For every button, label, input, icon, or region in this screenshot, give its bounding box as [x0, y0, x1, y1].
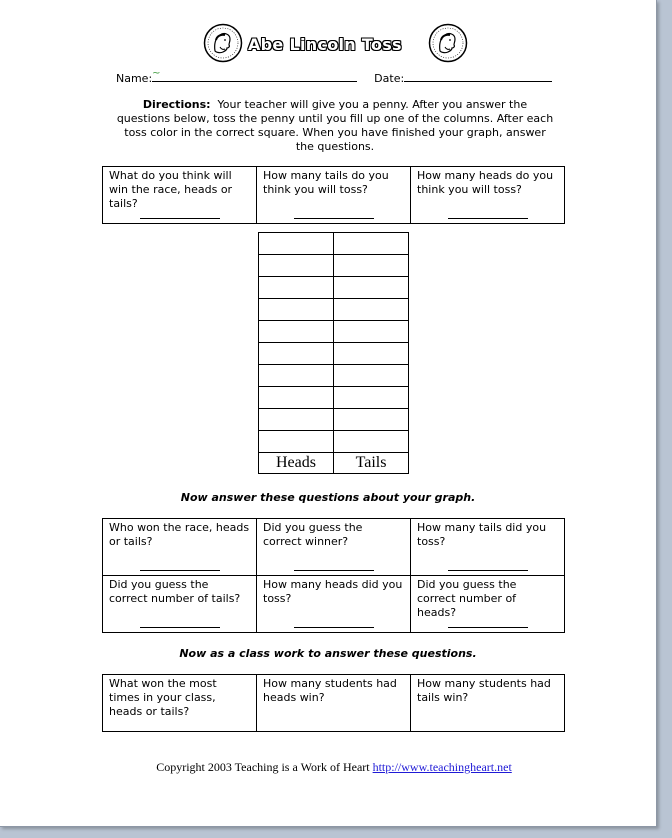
heads-square[interactable]: [259, 277, 334, 299]
question-text: Who won the race, heads or tails?: [109, 521, 250, 548]
heads-square[interactable]: [259, 233, 334, 255]
tails-square[interactable]: [334, 255, 409, 277]
heads-square[interactable]: [259, 387, 334, 409]
question-cell[interactable]: [411, 576, 565, 633]
penny-icon: [428, 23, 468, 63]
graph-label-tails: Tails: [334, 453, 409, 474]
answer-line: [448, 218, 528, 219]
answer-line: [294, 627, 374, 628]
prediction-table: [102, 166, 565, 224]
graph-row: [259, 277, 409, 299]
answer-line: [294, 570, 374, 571]
heads-square[interactable]: [259, 431, 334, 453]
heads-square[interactable]: [259, 321, 334, 343]
class-questions-table: [102, 674, 565, 732]
graph-label-heads: Heads: [259, 453, 334, 474]
prediction-cell[interactable]: [257, 167, 411, 224]
question-text: Did you guess the correct winner?: [263, 521, 363, 548]
website-link[interactable]: http://www.teachingheart.net: [372, 760, 512, 774]
heads-square[interactable]: [259, 365, 334, 387]
graph-row: [259, 233, 409, 255]
graph-row: [259, 365, 409, 387]
question-text: How many students had tails win?: [417, 677, 551, 704]
prediction-cell[interactable]: [411, 167, 565, 224]
directions: [115, 98, 555, 154]
question-text: Did you guess the correct number of heads?: [417, 578, 517, 619]
heads-square[interactable]: [259, 299, 334, 321]
tails-square[interactable]: [334, 233, 409, 255]
question-cell[interactable]: [411, 519, 565, 576]
tails-square[interactable]: [334, 365, 409, 387]
copyright-text: Copyright 2003 Teaching is a Work of Heart: [156, 760, 370, 774]
answer-line: [140, 570, 220, 571]
tails-square[interactable]: [334, 409, 409, 431]
question-cell[interactable]: [103, 576, 257, 633]
copyright-footer: [0, 760, 668, 775]
name-date-line: [116, 70, 552, 85]
section-heading: Now answer these questions about your graph.: [180, 491, 476, 504]
toss-graph: [258, 232, 409, 474]
tails-square[interactable]: [334, 431, 409, 453]
graph-questions-table: [102, 518, 565, 633]
tails-square[interactable]: [334, 321, 409, 343]
penny-icon: [203, 23, 243, 63]
date-field[interactable]: [404, 70, 552, 82]
question-text: How many heads did you toss?: [263, 578, 403, 605]
tails-square[interactable]: [334, 299, 409, 321]
question-cell[interactable]: [257, 519, 411, 576]
heads-square[interactable]: [259, 255, 334, 277]
graph-row: [259, 409, 409, 431]
section-heading: Now as a class work to answer these questions.: [179, 647, 477, 660]
graph-row: [259, 387, 409, 409]
title-row: [0, 20, 656, 68]
name-field[interactable]: [152, 70, 357, 82]
heads-square[interactable]: [259, 409, 334, 431]
question-text: Did you guess the correct number of tails?: [109, 578, 241, 605]
name-label: Name:: [116, 72, 153, 85]
tails-square[interactable]: [334, 343, 409, 365]
question-cell[interactable]: [257, 576, 411, 633]
prediction-cell[interactable]: [103, 167, 257, 224]
directions-text: Your teacher will give you a penny. After you answer the questions below, toss the penny until you fill up one of the columns. After each toss color in the correct square. When you have finished your graph, answer the questions.: [116, 98, 554, 153]
tails-square[interactable]: [334, 387, 409, 409]
question-cell[interactable]: [257, 675, 411, 732]
question-cell[interactable]: [103, 675, 257, 732]
answer-line: [448, 627, 528, 628]
question-text: How many tails do you think you will toss?: [263, 169, 389, 196]
question-text: How many heads do you think you will toss?: [417, 169, 554, 196]
question-cell[interactable]: [103, 519, 257, 576]
graph-row: [259, 343, 409, 365]
answer-line: [294, 218, 374, 219]
date-label: Date:: [374, 72, 405, 85]
graph-row: [259, 255, 409, 277]
question-text: How many students had heads win?: [263, 677, 397, 704]
answer-line: [448, 570, 528, 571]
graph-row: [259, 431, 409, 453]
question-text: How many tails did you toss?: [417, 521, 547, 548]
spellcheck-mark: ~: [152, 68, 161, 79]
tails-square[interactable]: [334, 277, 409, 299]
worksheet-title: Abe Lincoln Toss: [248, 35, 402, 54]
directions-heading: Directions:: [142, 98, 211, 111]
answer-line: [140, 627, 220, 628]
question-text: What do you think will win the race, heads or tails?: [109, 169, 233, 210]
question-text: What won the most times in your class, heads or tails?: [109, 677, 217, 718]
graph-row: [259, 299, 409, 321]
graph-row: [259, 321, 409, 343]
question-cell[interactable]: [411, 675, 565, 732]
answer-line: [140, 218, 220, 219]
heads-square[interactable]: [259, 343, 334, 365]
